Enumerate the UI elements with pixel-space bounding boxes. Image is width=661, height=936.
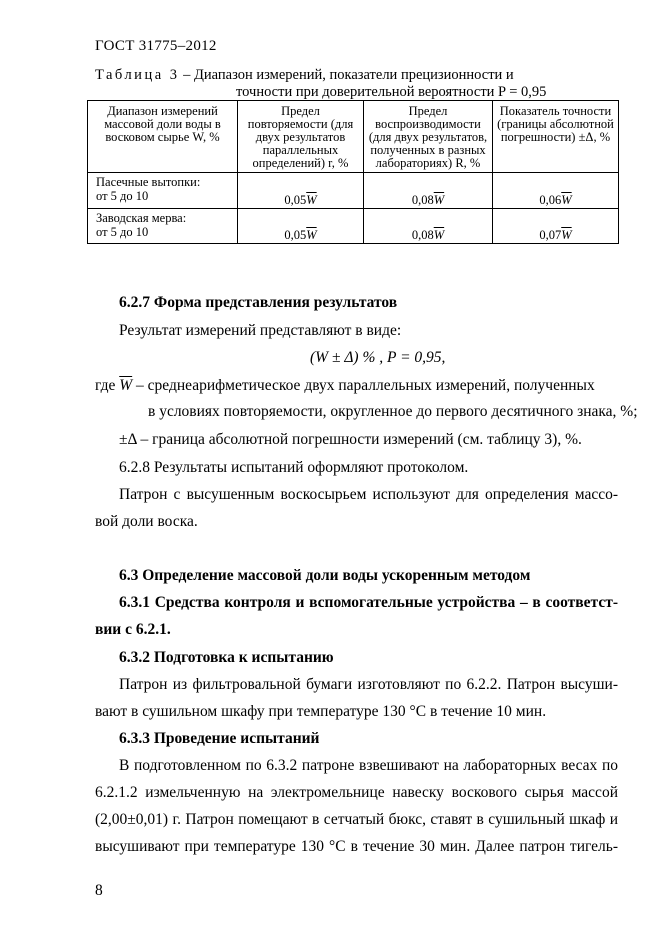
paragraph-line: вают в сушильном шкафу при температуре 130 °С в течение 10 мин.: [95, 703, 547, 720]
table-caption: [95, 67, 514, 83]
row-label: [88, 209, 238, 244]
where-line2: в условиях повторяемости, округленное до первого десятичного знака, %;: [148, 403, 638, 420]
delta-line: ±Δ – граница абсолютной погрешности измерений (см. таблицу 3), %.: [119, 431, 582, 448]
precision-table: [87, 100, 619, 244]
row-label-line1: Пасечные вытопки:: [96, 175, 201, 189]
table-caption-prefix: Таблица 3: [95, 67, 180, 83]
paragraph-line: высушивают при температуре 130 °С в течение 30 мин. Далее патрон тигель-: [95, 838, 618, 855]
col3-header: Предел воспроизводимости (для двух результатов, полученных в разных лабораториях) R, %: [364, 101, 493, 173]
table-cell-r: $0,05\overline{W}$: [238, 173, 364, 209]
table-caption-line2: точности при доверительной вероятности P = 0,95: [236, 84, 547, 100]
table-row: [88, 209, 619, 244]
table-cell-delta: $0,07\overline{W}$: [493, 209, 619, 244]
table-cell-r: $0,05\overline{W}$: [238, 209, 364, 244]
paragraph-line: 6.2.1.2 измельченную на электромельнице навеску воскового сырья массой: [95, 784, 618, 801]
table-header-row: [88, 101, 619, 173]
section-6-3-title: 6.3 Определение массовой доли воды ускоренным методом: [119, 567, 531, 584]
row-label-line1: Заводская мерва:: [96, 211, 187, 225]
table-caption-text: – Диапазон измерений, показатели прецизионности и: [179, 67, 514, 83]
paragraph-line: (2,00±0,01) г. Патрон помещают в сетчатый бюкс, ставят в сушильный шкаф и: [95, 811, 618, 828]
col1-header: Диапазон измерений массовой доли воды в восковом сырье W, %: [88, 101, 238, 173]
paragraph-line: В подготовленном по 6.3.2 патроне взвешивают на лабораторных весах по: [119, 757, 618, 774]
w-mean-symbol: $\overline{W}$: [119, 377, 133, 394]
section-6-3-2-title: 6.3.2 Подготовка к испытанию: [119, 649, 334, 666]
table-cell-R: $0,08\overline{W}$: [364, 173, 493, 209]
section-6-3-3-title: 6.3.3 Проведение испытаний: [119, 730, 320, 747]
row-label-line2: от 5 до 10: [96, 189, 149, 203]
section-6-2-7-p1: Результат измерений представляют в виде:: [119, 322, 402, 339]
table-cell-delta: $0,06\overline{W}$: [493, 173, 619, 209]
paragraph-line: Патрон из фильтровальной бумаги изготовляют по 6.2.2. Патрон высуши-: [119, 676, 618, 693]
section-6-3-1-line1: 6.3.1 Средства контроля и вспомогательные устройства – в соответст-: [119, 594, 618, 611]
table-row: [88, 173, 619, 209]
paragraph-line: Патрон с высушенным воскосырьем используют для определения массо-: [119, 486, 618, 503]
table-cell-R: $0,08\overline{W}$: [364, 209, 493, 244]
where-line: где $\overline{W}$ – среднеарифметическое двух параллельных измерений, полученных: [95, 377, 595, 394]
col2-header: Предел повторяемости (для двух результатов параллельных определений) r, %: [238, 101, 364, 173]
section-6-3-1-line2: вии с 6.2.1.: [95, 621, 171, 638]
section-6-2-8: 6.2.8 Результаты испытаний оформляют протоколом.: [119, 459, 469, 476]
page-number: 8: [95, 882, 103, 899]
row-label: [88, 173, 238, 209]
document-header: ГОСТ 31775–2012: [95, 38, 217, 54]
section-6-2-7-title: 6.2.7 Форма представления результатов: [119, 294, 398, 311]
row-label-line2: от 5 до 10: [96, 225, 149, 239]
col4-header: Показатель точности (границы абсолютной погрешности) ±Δ, %: [493, 101, 619, 173]
paragraph-line: вой доли воска.: [95, 513, 198, 530]
result-formula: (W ± Δ) % , P = 0,95,: [310, 349, 446, 366]
